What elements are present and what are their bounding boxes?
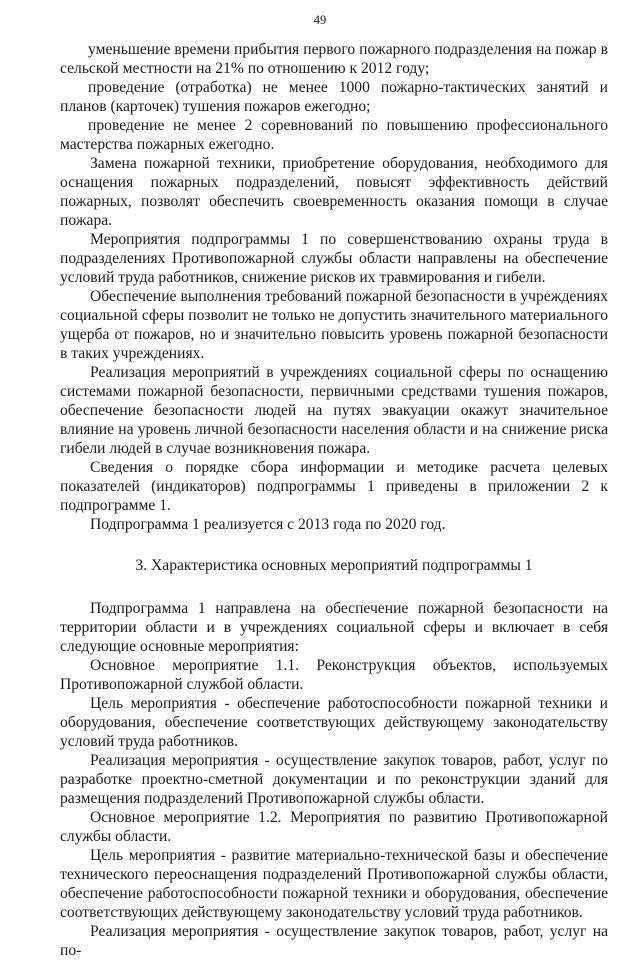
paragraph: Цель мероприятия - развитие материально-технической базы и обеспечение технического переоснащения подразделений Противопожарной службы области, обеспечение работоспособности пожарной техники и оборудования, обеспечение соответствующих действующему законодательству условий труда работников. — [60, 847, 608, 921]
paragraph: Реализация мероприятия - осуществление закупок товаров, работ, услуг на по- — [60, 923, 608, 959]
page-number: 49 — [313, 13, 327, 27]
paragraph: Реализация мероприятий в учреждениях социальной сферы по оснащению системами пожарной безопасности, первичными средствами тушения пожаров, обеспечение безопасности людей на путях эвакуации окажут значительное влияние на уровень личной безопасности населения области и на снижение риска гибели людей в случае возникновения пожара. — [60, 364, 608, 457]
document-body — [60, 40, 608, 960]
paragraph: Реализация мероприятия - осуществление закупок товаров, работ, услуг по разработке проектно-сметной документации и по реконструкции зданий для размещения подразделений Противопожарной службы области. — [60, 752, 608, 807]
list-item: проведение (отработка) не менее 1000 пожарно-тактических занятий и планов (карточек) тушения пожаров ежегодно; — [60, 79, 608, 115]
paragraph: Сведения о порядке сбора информации и методике расчета целевых показателей (индикаторов) подпрограммы 1 приведены в приложении 2 к подпрограмме 1. — [60, 459, 608, 514]
paragraph: Цель мероприятия - обеспечение работоспособности пожарной техники и оборудования, обеспечение соответствующих действующему законодательству условий труда работников. — [60, 695, 608, 750]
paragraph: Обеспечение выполнения требований пожарной безопасности в учреждениях социальной сферы позволит не только не допустить значительного материального ущерба от пожаров, но и значительно повысить уровень пожарной безопасности в таких учреждениях. — [60, 288, 608, 362]
list-item: проведение не менее 2 соревнований по повышению профессионального мастерства пожарных ежегодно. — [60, 117, 608, 153]
paragraph: Подпрограмма 1 реализуется с 2013 года по 2020 год. — [90, 516, 446, 533]
paragraph: Основное мероприятие 1.1. Реконструкция объектов, используемых Противопожарной службой области. — [60, 657, 608, 693]
list-item: уменьшение времени прибытия первого пожарного подразделения на пожар в сельской местности на 21% по отношению к 2012 году; — [60, 41, 608, 77]
section-heading: 3. Характеристика основных мероприятий подпрограммы 1 — [135, 557, 533, 574]
paragraph: Замена пожарной техники, приобретение оборудования, необходимого для оснащения пожарных подразделений, повысят эффективность действий пожарных, позволят обеспечить своевременность оказания помощи в случае пожара. — [60, 155, 608, 229]
paragraph: Мероприятия подпрограммы 1 по совершенствованию охраны труда в подразделениях Противопожарной службы области направлены на обеспечение условий труда работников, снижение рисков их травмирования и гибели. — [60, 231, 608, 286]
paragraph: Основное мероприятие 1.2. Мероприятия по развитию Противопожарной службы области. — [60, 809, 608, 845]
paragraph: Подпрограмма 1 направлена на обеспечение пожарной безопасности на территории области и в учреждениях социальной сферы и включает в себя следующие основные мероприятия: — [60, 600, 608, 655]
